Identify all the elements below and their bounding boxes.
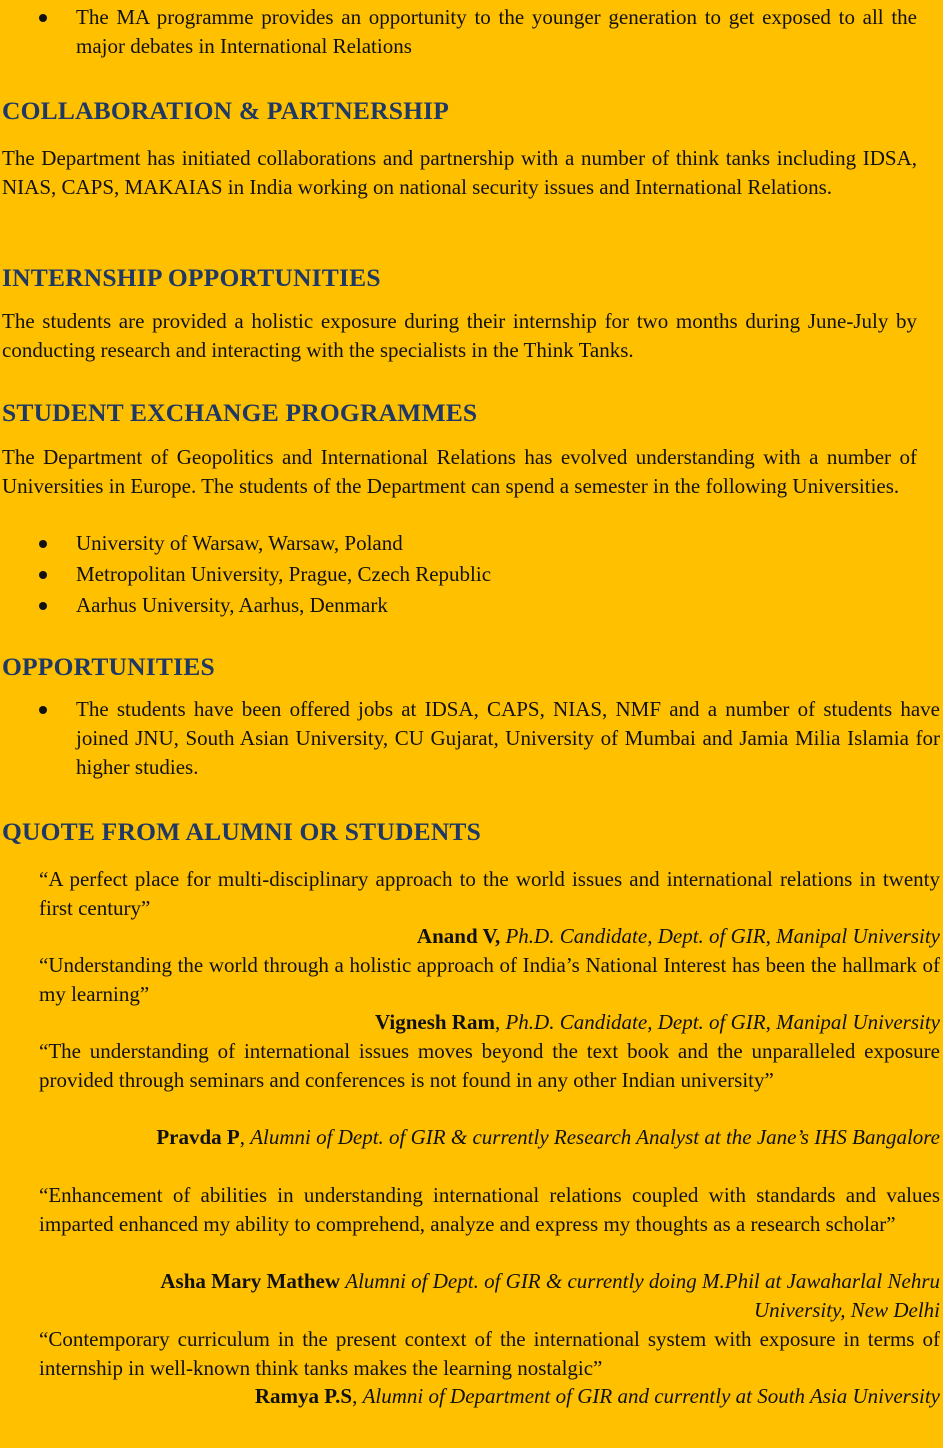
alumnus-role: Ph.D. Candidate, Dept. of GIR, Manipal University — [500, 924, 940, 948]
quote-text: “A perfect place for multi-disciplinary approach to the world issues and international relations in twenty first century” — [39, 867, 940, 920]
quote-attribution — [110, 1123, 940, 1152]
section-heading-student-exchange: STUDENT EXCHANGE PROGRAMMES — [2, 398, 478, 427]
section-heading-quotes: QUOTE FROM ALUMNI OR STUDENTS — [2, 817, 482, 846]
quote-text: “Enhancement of abilities in understanding international relations coupled with standards and values imparted enhanced my ability to comprehend, analyze and express my thoughts as a research scholar” — [39, 1183, 940, 1236]
list-item-text: The students have been offered jobs at IDSA, CAPS, NIAS, NMF and a number of students have joined JNU, South Asian University, CU Gujarat, University of Mumbai and Jamia Milia Islamia for higher studies. — [76, 697, 940, 779]
alumnus-name: Pravda P — [156, 1125, 240, 1149]
quote-text: “Understanding the world through a holistic approach of India’s National Interest has been the hallmark of my learning” — [39, 953, 940, 1006]
alumnus-role: Alumni of Department of GIR and currently at South Asia University — [362, 1384, 940, 1408]
alumnus-name: Asha Mary Mathew — [160, 1269, 340, 1293]
separator: , — [352, 1384, 363, 1408]
bullet-icon — [39, 540, 47, 548]
section-heading-internship: INTERNSHIP OPPORTUNITIES — [2, 263, 381, 292]
alumnus-name: Ramya P.S — [254, 1384, 353, 1408]
section-heading-collaboration: COLLABORATION & PARTNERSHIP — [2, 96, 450, 125]
bullet-icon — [39, 602, 47, 610]
alumnus-role: Alumni of Dept. of GIR & currently doing M.Phil at Jawaharlal Nehru University, New Delhi — [345, 1269, 940, 1322]
bullet-icon — [39, 571, 47, 579]
collaboration-paragraph: The Department has initiated collaborations and partnership with a number of think tanks including IDSA, NIAS, CAPS, MAKAIAS in India working on national security issues and International Relations. — [2, 146, 917, 199]
alumnus-role: Ph.D. Candidate, Dept. of GIR, Manipal University — [505, 1010, 940, 1034]
bullet-icon — [39, 14, 47, 22]
alumnus-role: Alumni of Dept. of GIR & currently Research Analyst at the Jane’s IHS Bangalore — [250, 1125, 940, 1149]
quote-attribution — [240, 922, 940, 951]
quote-attribution — [110, 1382, 940, 1411]
bullet-icon — [39, 706, 47, 714]
alumnus-name: Vignesh Ram — [374, 1010, 495, 1034]
internship-paragraph: The students are provided a holistic exposure during their internship for two months during June-July by conducting research and interacting with the specialists in the Think Tanks. — [2, 309, 917, 362]
quote-attribution — [240, 1008, 940, 1037]
separator: , — [239, 1125, 251, 1149]
university-name: Aarhus University, Aarhus, Denmark — [76, 593, 388, 617]
university-name: Metropolitan University, Prague, Czech Republic — [76, 562, 492, 586]
quote-text: “The understanding of international issues moves beyond the text book and the unparalleled exposure provided through seminars and conferences is not found in any other Indian university” — [39, 1039, 940, 1092]
section-heading-opportunities: OPPORTUNITIES — [2, 652, 215, 681]
university-name: University of Warsaw, Warsaw, Poland — [76, 531, 403, 555]
list-item-text: The MA programme provides an opportunity to the younger generation to get exposed to all the major debates in International Relations — [76, 5, 917, 58]
quote-text: “Contemporary curriculum in the present context of the international system with exposure in terms of internship in well-known think tanks makes the learning nostalgic” — [39, 1327, 940, 1380]
alumnus-name: Anand V, — [416, 924, 501, 948]
student-exchange-paragraph: The Department of Geopolitics and International Relations has evolved understanding with a number of Universities in Europe. The students of the Department can spend a semester in the following Universities. — [2, 445, 917, 498]
separator: , — [494, 1010, 506, 1034]
quote-attribution — [75, 1267, 940, 1325]
